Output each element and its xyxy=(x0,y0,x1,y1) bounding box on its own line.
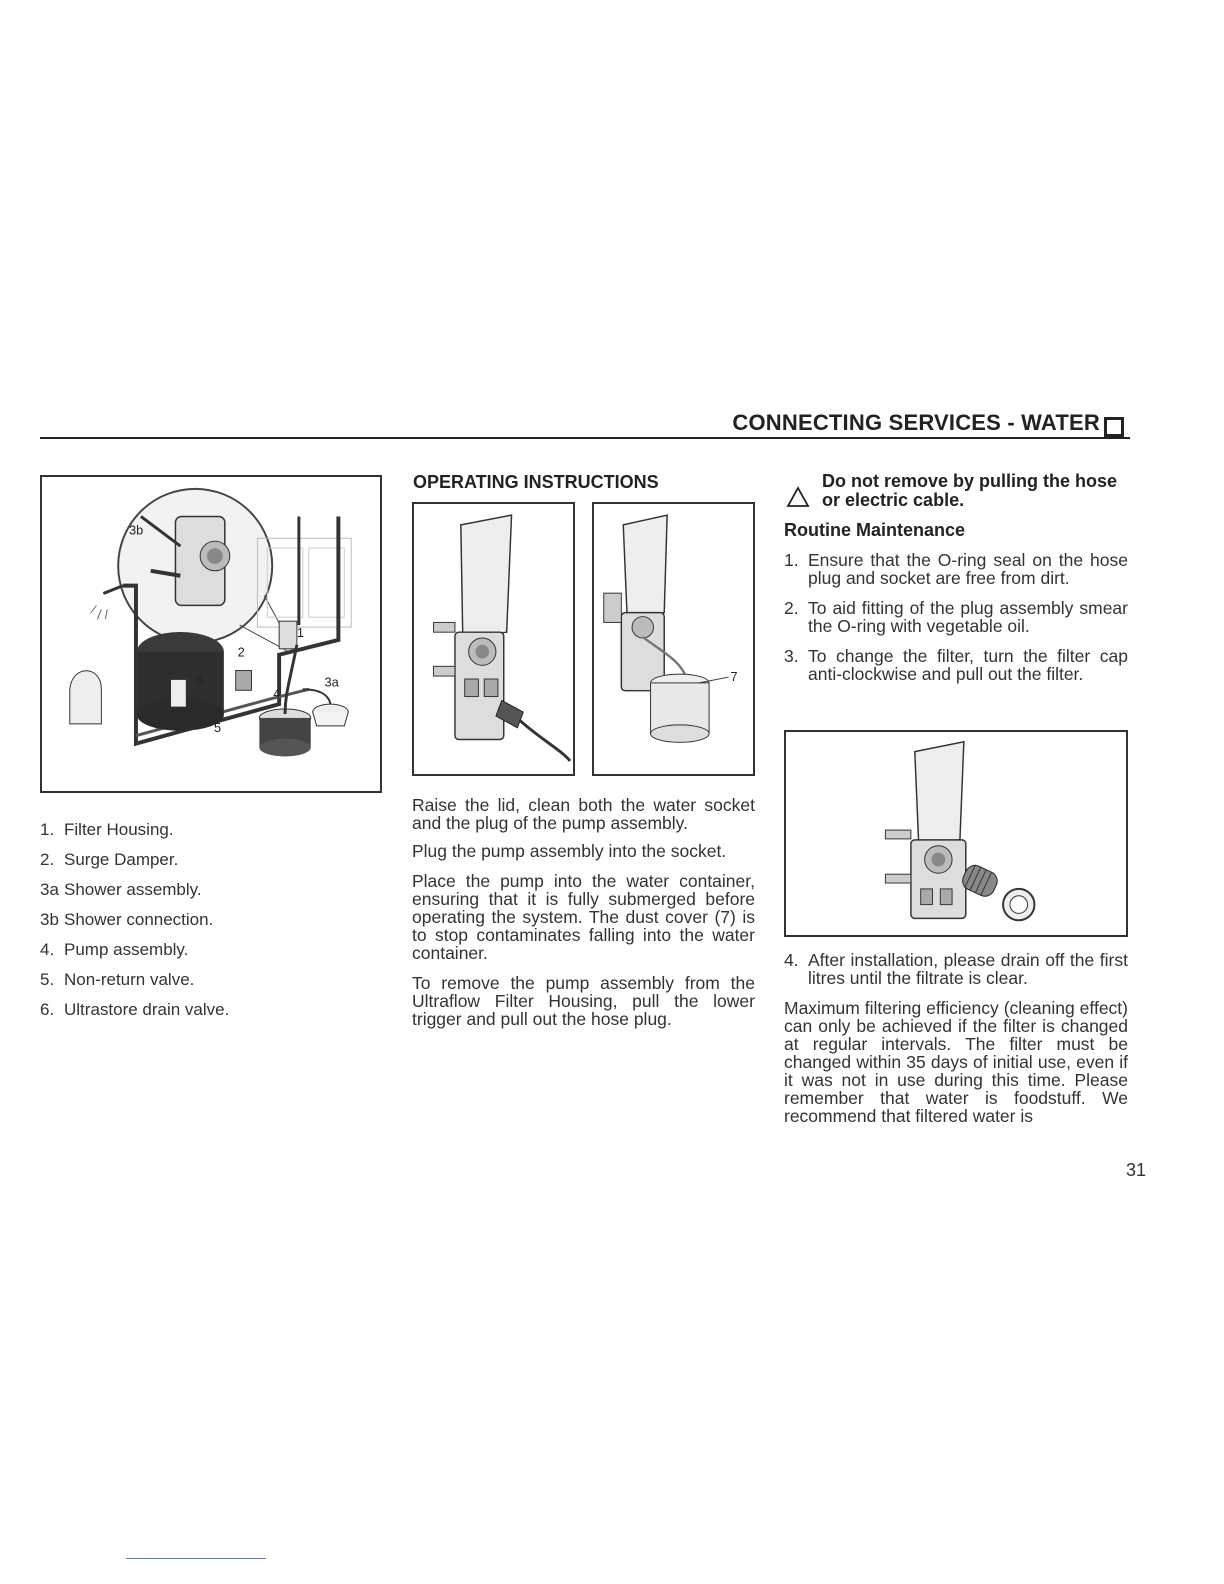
maintenance-step xyxy=(784,951,1128,987)
component-legend xyxy=(40,820,370,1030)
legend-text: Shower assembly. xyxy=(64,880,202,899)
legend-item xyxy=(40,850,370,880)
legend-item xyxy=(40,970,370,1000)
legend-number: 5. xyxy=(40,970,55,989)
operating-paragraph: Raise the lid, clean both the water socket and the plug of the pump assembly. xyxy=(412,795,755,833)
legend-number: 1. xyxy=(40,820,55,839)
step-number: 2. xyxy=(784,598,799,618)
legend-item xyxy=(40,820,370,850)
operating-paragraph: Plug the pump assembly into the socket. xyxy=(412,841,727,861)
step-text: Ensure that the O-ring seal on the hose plug and socket are free from dirt. xyxy=(808,550,1128,588)
callout-7: 7 xyxy=(730,669,738,684)
legend-item xyxy=(40,1000,370,1030)
legend-number: 6. xyxy=(40,1000,55,1019)
header-rule xyxy=(40,437,1130,439)
maintenance-step xyxy=(784,551,1128,587)
maintenance-step-4 xyxy=(784,951,1128,999)
legend-number: 3a xyxy=(40,880,59,899)
step-number: 3. xyxy=(784,646,799,666)
operating-paragraph: To remove the pump assembly from the Ultraflow Filter Housing, pull the lower trigger and pull out the hose plug. xyxy=(412,973,755,1029)
header-square-icon xyxy=(1104,417,1124,437)
callout-2: 2 xyxy=(237,644,245,660)
legend-text: Surge Damper. xyxy=(64,850,179,869)
step-number: 4. xyxy=(784,950,799,970)
callout-6: 6 xyxy=(196,672,204,688)
step-text: To change the filter, turn the filter cap anti-clockwise and pull out the filter. xyxy=(808,646,1128,684)
system-diagram xyxy=(40,475,382,793)
warning-notice xyxy=(786,472,1130,513)
legend-text: Shower connection. xyxy=(64,910,214,929)
maintenance-steps xyxy=(784,551,1128,695)
section-title: CONNECTING SERVICES - WATER xyxy=(732,410,1100,435)
legend-number: 3b xyxy=(40,910,59,929)
legend-number: 4. xyxy=(40,940,55,959)
legend-text: Non-return valve. xyxy=(64,970,195,989)
legend-number: 2. xyxy=(40,850,55,869)
callout-3a: 3a xyxy=(324,674,339,690)
legend-text: Filter Housing. xyxy=(64,820,174,839)
operating-paragraph: Place the pump into the water container, ensuring that it is fully submerged before operating the system. The dust cover (7) is to stop contaminates falling into the water container. xyxy=(412,871,755,963)
maintenance-heading: Routine Maintenance xyxy=(784,520,966,540)
step-text: To aid fitting of the plug assembly smear the O-ring with vegetable oil. xyxy=(808,598,1128,636)
warning-text: Do not remove by pulling the hose or electric cable. xyxy=(822,471,1118,510)
callout-3b: 3b xyxy=(129,522,144,538)
callout-5: 5 xyxy=(213,719,222,735)
legend-item xyxy=(40,940,370,970)
legend-text: Ultrastore drain valve. xyxy=(64,1000,230,1019)
legend-item xyxy=(40,880,370,910)
step-text: After installation, please drain off the first litres until the filtrate is clear. xyxy=(808,950,1128,988)
maintenance-closing: Maximum filtering efficiency (cleaning effect) can only be achieved if the filter is changed at regular intervals. The filter must be changed within 35 days of initial use, even if it was not in use during this time. Please remember that water is foodstuff. We recommend that filtered water is xyxy=(784,998,1128,1126)
callout-1: 1 xyxy=(296,624,305,640)
legend-item xyxy=(40,910,370,940)
maintenance-step xyxy=(784,599,1128,635)
page-number: 31 xyxy=(1126,1160,1147,1180)
maintenance-step xyxy=(784,647,1128,683)
footer-line xyxy=(126,1558,266,1559)
filter-change-figure xyxy=(784,730,1128,937)
warning-triangle-icon xyxy=(786,472,822,513)
legend-text: Pump assembly. xyxy=(64,940,189,959)
operating-text xyxy=(412,796,755,1028)
step-number: 1. xyxy=(784,550,799,570)
operating-heading: OPERATING INSTRUCTIONS xyxy=(413,472,659,492)
callout-4: 4 xyxy=(273,686,281,702)
socket-plug-figure xyxy=(412,502,575,776)
pump-container-figure xyxy=(592,502,755,776)
